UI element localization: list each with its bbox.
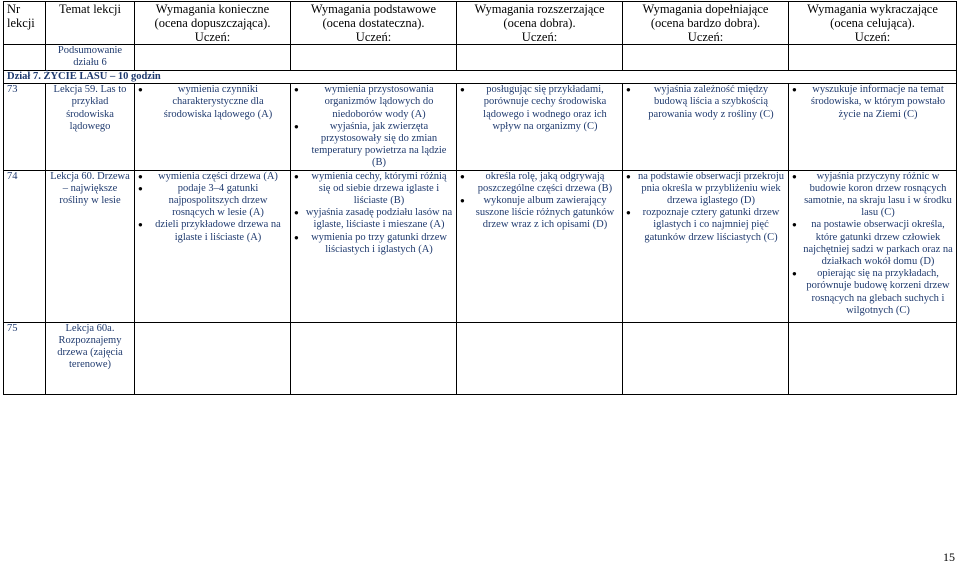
list-item: ● wymienia po trzy gatunki drzew liściastych i iglastych (A) xyxy=(294,232,453,256)
list-item: ● rozpoznaje cztery gatunki drzew iglastych i co najmniej pięć gatunków drzew liściastych (C) xyxy=(626,207,785,244)
row-c3 xyxy=(457,170,623,322)
row-topic: Lekcja 60a. Rozpoznajemy drzewa (zajęcia terenowe) xyxy=(46,322,135,394)
list-item: ● wymienia przystosowania organizmów lądowych do niedoborów wody (A) xyxy=(294,84,453,121)
header-col2 xyxy=(291,2,457,45)
list-item: ● opierając się na przykładach, porównuje budowę korzeni drzew rosnących na glebach suchych i wilgotnych (C) xyxy=(792,268,953,317)
row-c1 xyxy=(135,170,291,322)
header-col1-title: Wymagania konieczne (ocena dopuszczająca). xyxy=(154,2,271,30)
header-col2-title: Wymagania podstawowe (ocena dostateczna). xyxy=(310,2,437,30)
summary-row xyxy=(4,45,957,71)
list-item: ● podaje 3–4 gatunki najpospolitszych drzew rosnących w lesie (A) xyxy=(138,183,287,220)
row-c5 xyxy=(789,84,957,170)
row-c4 xyxy=(623,84,789,170)
row-c2 xyxy=(291,84,457,170)
header-col4-title: Wymagania dopełniające (ocena bardzo dobra). xyxy=(642,2,769,30)
row-nr: 74 xyxy=(4,170,46,322)
header-col4 xyxy=(623,2,789,45)
section-row xyxy=(4,71,957,84)
table-row xyxy=(4,322,957,394)
summary-nr xyxy=(4,45,46,71)
row-c1 xyxy=(135,84,291,170)
header-col5 xyxy=(789,2,957,45)
table-row xyxy=(4,84,957,170)
list-item: ● wymienia cechy, którymi różnią się od siebie drzewa iglaste i liściaste (B) xyxy=(294,171,453,208)
row-topic: Lekcja 59. Las to przykład środowiska lądowego xyxy=(46,84,135,170)
list-item: ● dzieli przykładowe drzewa na iglaste i liściaste (A) xyxy=(138,219,287,243)
curriculum-table xyxy=(3,1,957,395)
row-nr: 73 xyxy=(4,84,46,170)
list-item: ● wyjaśnia zasadę podziału lasów na iglaste, liściaste i mieszane (A) xyxy=(294,207,453,231)
header-col1 xyxy=(135,2,291,45)
page-number: 15 xyxy=(943,550,955,564)
section-title: Dział 7. ŻYCIE LASU – 10 godzin xyxy=(4,71,957,84)
header-row xyxy=(4,2,957,45)
list-item: ● wymienia części drzewa (A) xyxy=(138,171,287,183)
row-c5 xyxy=(789,170,957,322)
header-col4-student: Uczeń: xyxy=(687,30,724,44)
list-item: ● posługując się przykładami, porównuje cechy środowiska lądowego i wodnego oraz ich wpływ na organizmy (C) xyxy=(460,84,619,133)
list-item: ● wyjaśnia przyczyny różnic w budowie koron drzew rosnących samotnie, na skraju lasu i w środku lasu (C) xyxy=(792,171,953,220)
list-item: ● wyjaśnia zależność między budową liścia a szybkością parowania wody z rośliny (C) xyxy=(626,84,785,121)
list-item: ● wyjaśnia, jak zwierzęta przystosowały się do zmian temperatury powietrza na lądzie (B) xyxy=(294,121,453,170)
header-nr: Nr lekcji xyxy=(4,2,46,45)
row-c3 xyxy=(457,84,623,170)
header-col3-title: Wymagania rozszerzające (ocena dobra). xyxy=(474,2,605,30)
header-col2-student: Uczeń: xyxy=(355,30,392,44)
list-item: ● określa rolę, jaką odgrywają poszczególne części drzewa (B) xyxy=(460,171,619,195)
header-col3 xyxy=(457,2,623,45)
list-item: ● wymienia czynniki charakterystyczne dla środowiska lądowego (A) xyxy=(138,84,287,121)
row-c4 xyxy=(623,170,789,322)
list-item: ● na podstawie obserwacji przekroju pnia określa w przybliżeniu wiek drzewa iglastego (D) xyxy=(626,171,785,208)
header-col1-student: Uczeń: xyxy=(194,30,231,44)
header-topic: Temat lekcji xyxy=(46,2,135,45)
list-item: ● na postawie obserwacji określa, które gatunki drzew człowiek najchętniej sadzi w parkach oraz na działkach wokół domu (D) xyxy=(792,219,953,268)
row-nr: 75 xyxy=(4,322,46,394)
summary-topic: Podsumowanie działu 6 xyxy=(46,45,135,71)
header-col3-student: Uczeń: xyxy=(521,30,558,44)
header-col5-student: Uczeń: xyxy=(854,30,891,44)
row-topic: Lekcja 60. Drzewa – największe rośliny w lesie xyxy=(46,170,135,322)
list-item: ● wyszukuje informacje na temat środowiska, w którym powstało życie na Ziemi (C) xyxy=(792,84,953,121)
list-item: ● wykonuje album zawierający suszone liście różnych gatunków drzew wraz z ich opisami (D) xyxy=(460,195,619,232)
row-c2 xyxy=(291,170,457,322)
header-col5-title: Wymagania wykraczające (ocena celująca). xyxy=(807,2,938,30)
table-row xyxy=(4,170,957,322)
